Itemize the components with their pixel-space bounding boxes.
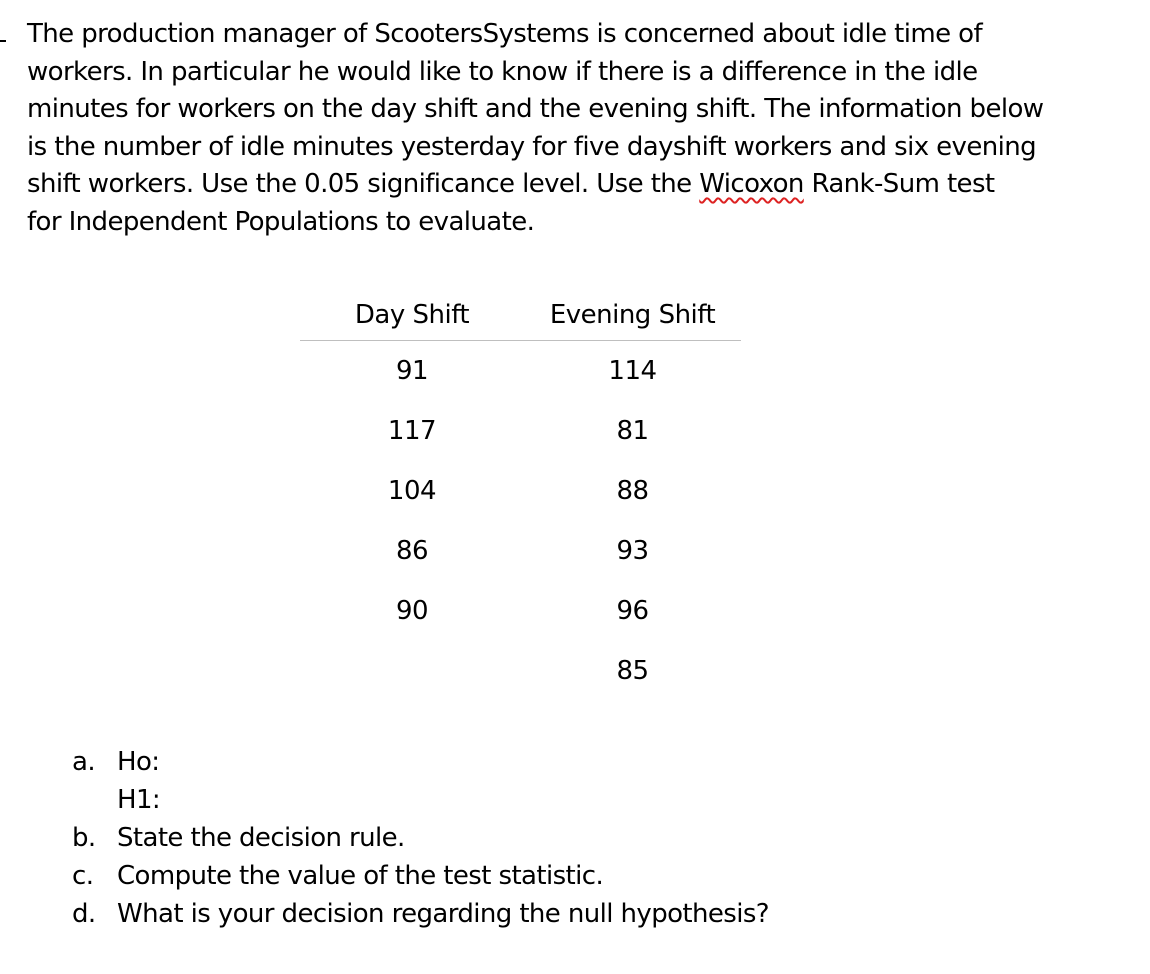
table-body	[300, 341, 741, 701]
question-d-letter: d.	[72, 899, 96, 929]
evening-shift-cell: 81	[616, 416, 649, 446]
table-row	[300, 341, 741, 401]
evening-shift-cell: 96	[616, 596, 649, 626]
misspelled-word[interactable]: Wicoxon	[699, 169, 804, 199]
question-a-text: Ho:	[117, 747, 160, 777]
problem-line-5-start: shift workers. Use the 0.05 significance level. Use the	[27, 169, 700, 199]
question-a	[72, 743, 769, 781]
question-d	[72, 895, 769, 933]
problem-line-6: for Independent Populations to evaluate.	[27, 206, 535, 237]
problem-line-5	[27, 166, 1127, 204]
idle-minutes-table	[300, 290, 741, 701]
table-row	[300, 581, 741, 641]
problem-line-1: The production manager of ScootersSystems is concerned about idle time of	[27, 19, 982, 49]
question-list	[72, 743, 769, 933]
question-a-sub-text: H1:	[117, 785, 161, 815]
day-shift-cell: 90	[395, 596, 429, 626]
day-shift-cell: 104	[387, 476, 437, 506]
question-c-letter: c.	[72, 861, 94, 891]
problem-line-3: minutes for workers on the day shift and the evening shift. The information below	[27, 94, 1044, 124]
problem-line-4: is the number of idle minutes yesterday for five dayshift workers and six evening	[27, 131, 1037, 162]
table-row	[300, 521, 741, 581]
header-day-shift: Day Shift	[354, 300, 470, 330]
table-row	[300, 641, 741, 701]
evening-shift-cell: 88	[616, 476, 649, 506]
evening-shift-cell: 93	[616, 536, 649, 566]
question-b-text: State the decision rule.	[117, 823, 405, 853]
table-header	[300, 290, 741, 341]
question-c	[72, 857, 769, 895]
question-a-letter: a.	[72, 747, 95, 777]
table-row	[300, 461, 741, 521]
question-b-letter: b.	[72, 823, 96, 853]
question-d-text: What is your decision regarding the null hypothesis?	[117, 899, 769, 929]
day-shift-cell: 91	[395, 356, 429, 386]
evening-shift-cell: 114	[608, 356, 657, 386]
question-a-sub	[72, 781, 769, 819]
question-c-text: Compute the value of the test statistic.	[117, 861, 604, 891]
header-evening-shift: Evening Shift	[549, 300, 716, 330]
problem-line-5-end: Rank-Sum test	[803, 169, 995, 199]
problem-line-2: workers. In particular he would like to know if there is a difference in the idle	[27, 56, 978, 87]
evening-shift-cell: 85	[616, 656, 649, 686]
day-shift-cell: 117	[387, 416, 437, 446]
day-shift-cell: 86	[395, 536, 429, 566]
list-bullet-mark	[0, 40, 6, 42]
question-b	[72, 819, 769, 857]
problem-statement	[27, 16, 1127, 241]
table-row	[300, 401, 741, 461]
